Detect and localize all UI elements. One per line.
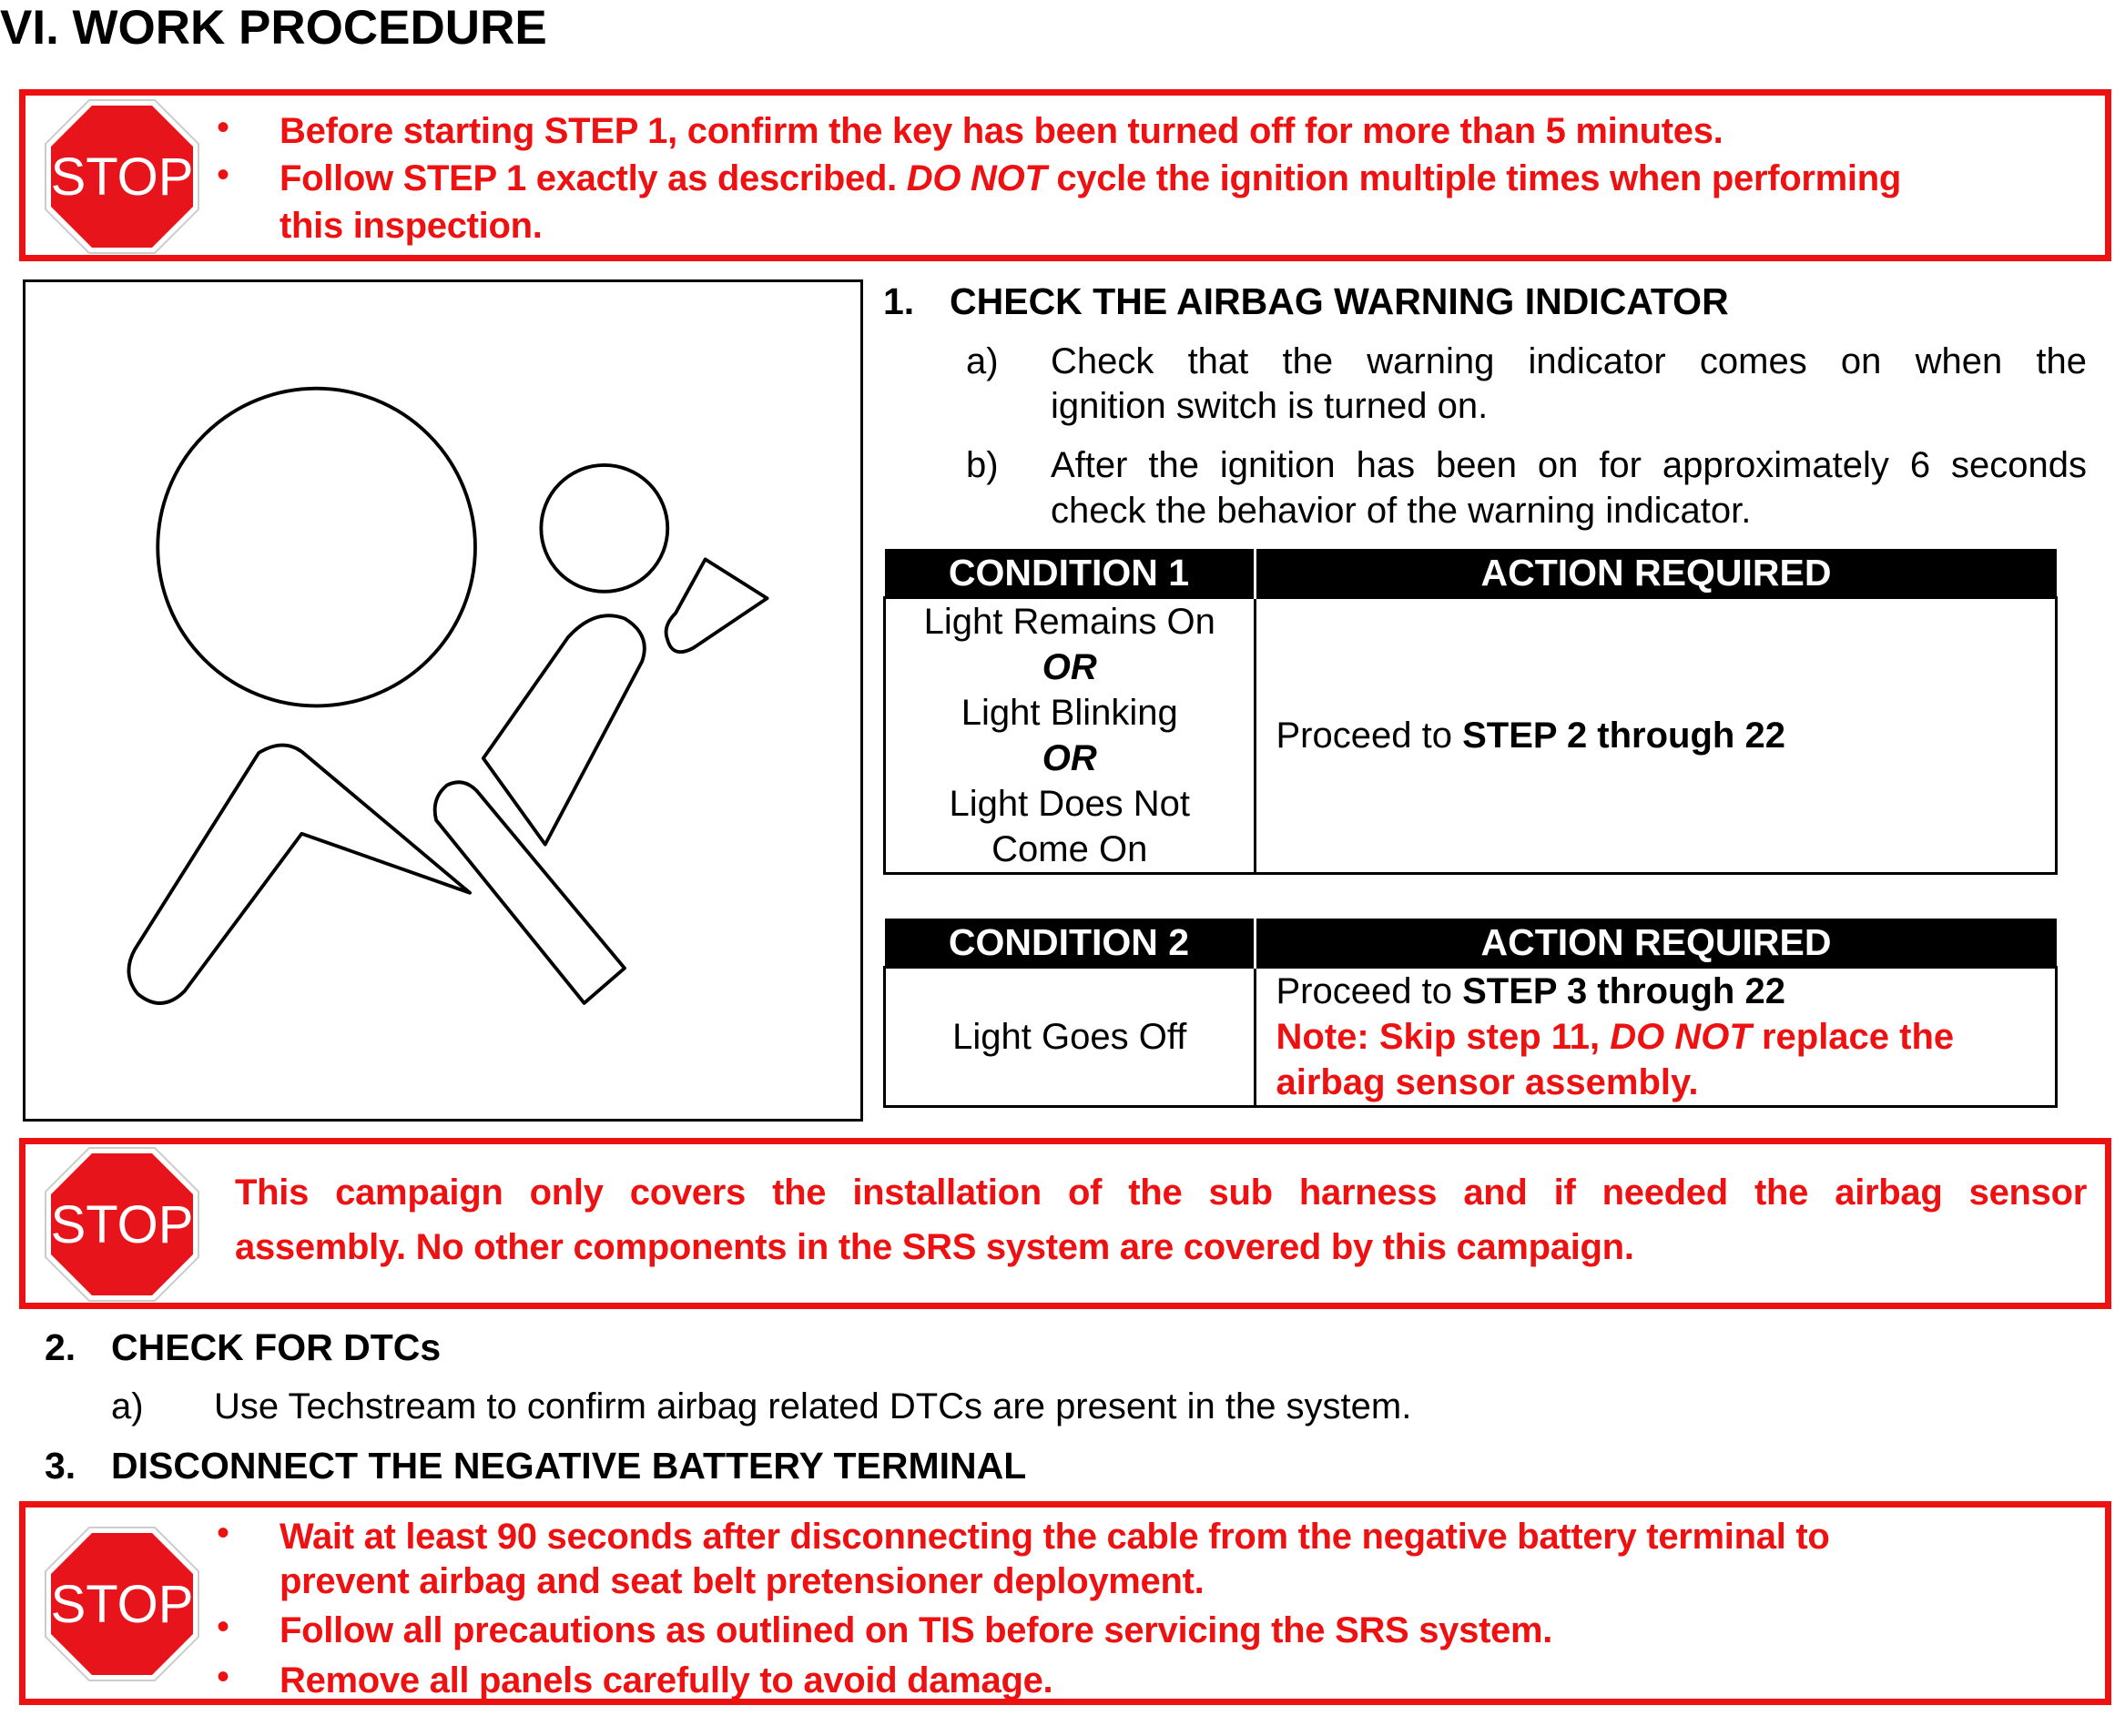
condition-2-table <box>883 919 2058 1108</box>
arm-shape <box>666 559 768 652</box>
airbag-warning-icon <box>25 282 860 1119</box>
substep-text: Check that the warning indicator comes on when the <box>1051 341 2087 381</box>
condition-text: Come On <box>991 829 1148 869</box>
condition-cell: Light Goes Off <box>885 968 1256 1107</box>
airbag-circle-shape <box>158 389 475 706</box>
condition-or: OR <box>1042 647 1097 687</box>
column-header: CONDITION 2 <box>885 919 1256 968</box>
head-shape <box>541 465 667 592</box>
stop-sign-icon <box>44 1526 200 1682</box>
action-cell: Proceed to STEP 2 through 22 <box>1255 598 2057 874</box>
bullet: • <box>217 1513 230 1553</box>
step-number: 2. <box>45 1326 76 1368</box>
condition-text: Light Remains On <box>923 602 1215 642</box>
action-cell: Proceed to STEP 3 through 22 Note: Skip step 11, DO NOT replace the airbag sensor assembly. <box>1255 968 2057 1107</box>
warning-text: Before starting STEP 1, confirm the key has been turned off for more than 5 minutes. <box>280 111 1723 151</box>
warning-text: assembly. No other components in the SRS system are covered by this campaign. <box>235 1227 1634 1267</box>
airbag-illustration-frame <box>23 279 863 1122</box>
stop-sign-icon <box>44 98 200 255</box>
substep-text: After the ignition has been on for approximately 6 seconds <box>1051 445 2087 485</box>
condition-text: Light Blinking <box>961 693 1178 733</box>
warning-text: prevent airbag and seat belt pretensioner deployment. <box>280 1561 1205 1601</box>
warning-text: This campaign only covers the installation of the sub harness and if needed the airbag sensor <box>235 1173 2087 1213</box>
step-number: 1. <box>883 280 915 322</box>
substep-label: b) <box>966 445 999 485</box>
step-heading: CHECK THE AIRBAG WARNING INDICATOR <box>950 280 1729 322</box>
bullet: • <box>217 1657 230 1697</box>
substep-text: ignition switch is turned on. <box>1051 386 1489 426</box>
svg-text:STOP: STOP <box>50 147 194 207</box>
bullet: • <box>217 107 230 147</box>
svg-text:STOP: STOP <box>50 1195 194 1254</box>
warning-text: Remove all panels carefully to avoid damage. <box>280 1660 1053 1700</box>
condition-text: Light Does Not <box>949 784 1191 824</box>
warning-text: this inspection. <box>280 206 543 246</box>
substep-text: check the behavior of the warning indicator. <box>1051 491 1752 531</box>
step-number: 3. <box>45 1445 76 1487</box>
condition-1-table <box>883 549 2058 875</box>
column-header: ACTION REQUIRED <box>1255 919 2057 968</box>
column-header: CONDITION 1 <box>885 549 1256 598</box>
condition-cell <box>885 598 1256 874</box>
step-heading: DISCONNECT THE NEGATIVE BATTERY TERMINAL <box>111 1445 1027 1487</box>
substep-label: a) <box>966 341 999 381</box>
column-header: ACTION REQUIRED <box>1255 549 2057 598</box>
condition-or: OR <box>1042 738 1097 778</box>
svg-text:STOP: STOP <box>50 1575 194 1634</box>
stop-sign-icon <box>44 1146 200 1303</box>
substep-label: a) <box>111 1386 144 1426</box>
bullet: • <box>217 155 230 195</box>
warning-text: Follow all precautions as outlined on TIS before servicing the SRS system. <box>280 1610 1553 1650</box>
torso-shape <box>483 615 645 844</box>
warning-text: Follow STEP 1 exactly as described. DO NOT cycle the ignition multiple times when performing <box>280 158 1901 198</box>
arm-shape <box>128 746 470 1003</box>
page-title: VI. WORK PROCEDURE <box>0 1 547 55</box>
step-heading: CHECK FOR DTCs <box>111 1326 442 1368</box>
warning-text: Wait at least 90 seconds after disconnecting the cable from the negative battery terminal to <box>280 1517 1830 1557</box>
bullet: • <box>217 1607 230 1647</box>
substep-text: Use Techstream to confirm airbag related DTCs are present in the system. <box>214 1386 1412 1426</box>
